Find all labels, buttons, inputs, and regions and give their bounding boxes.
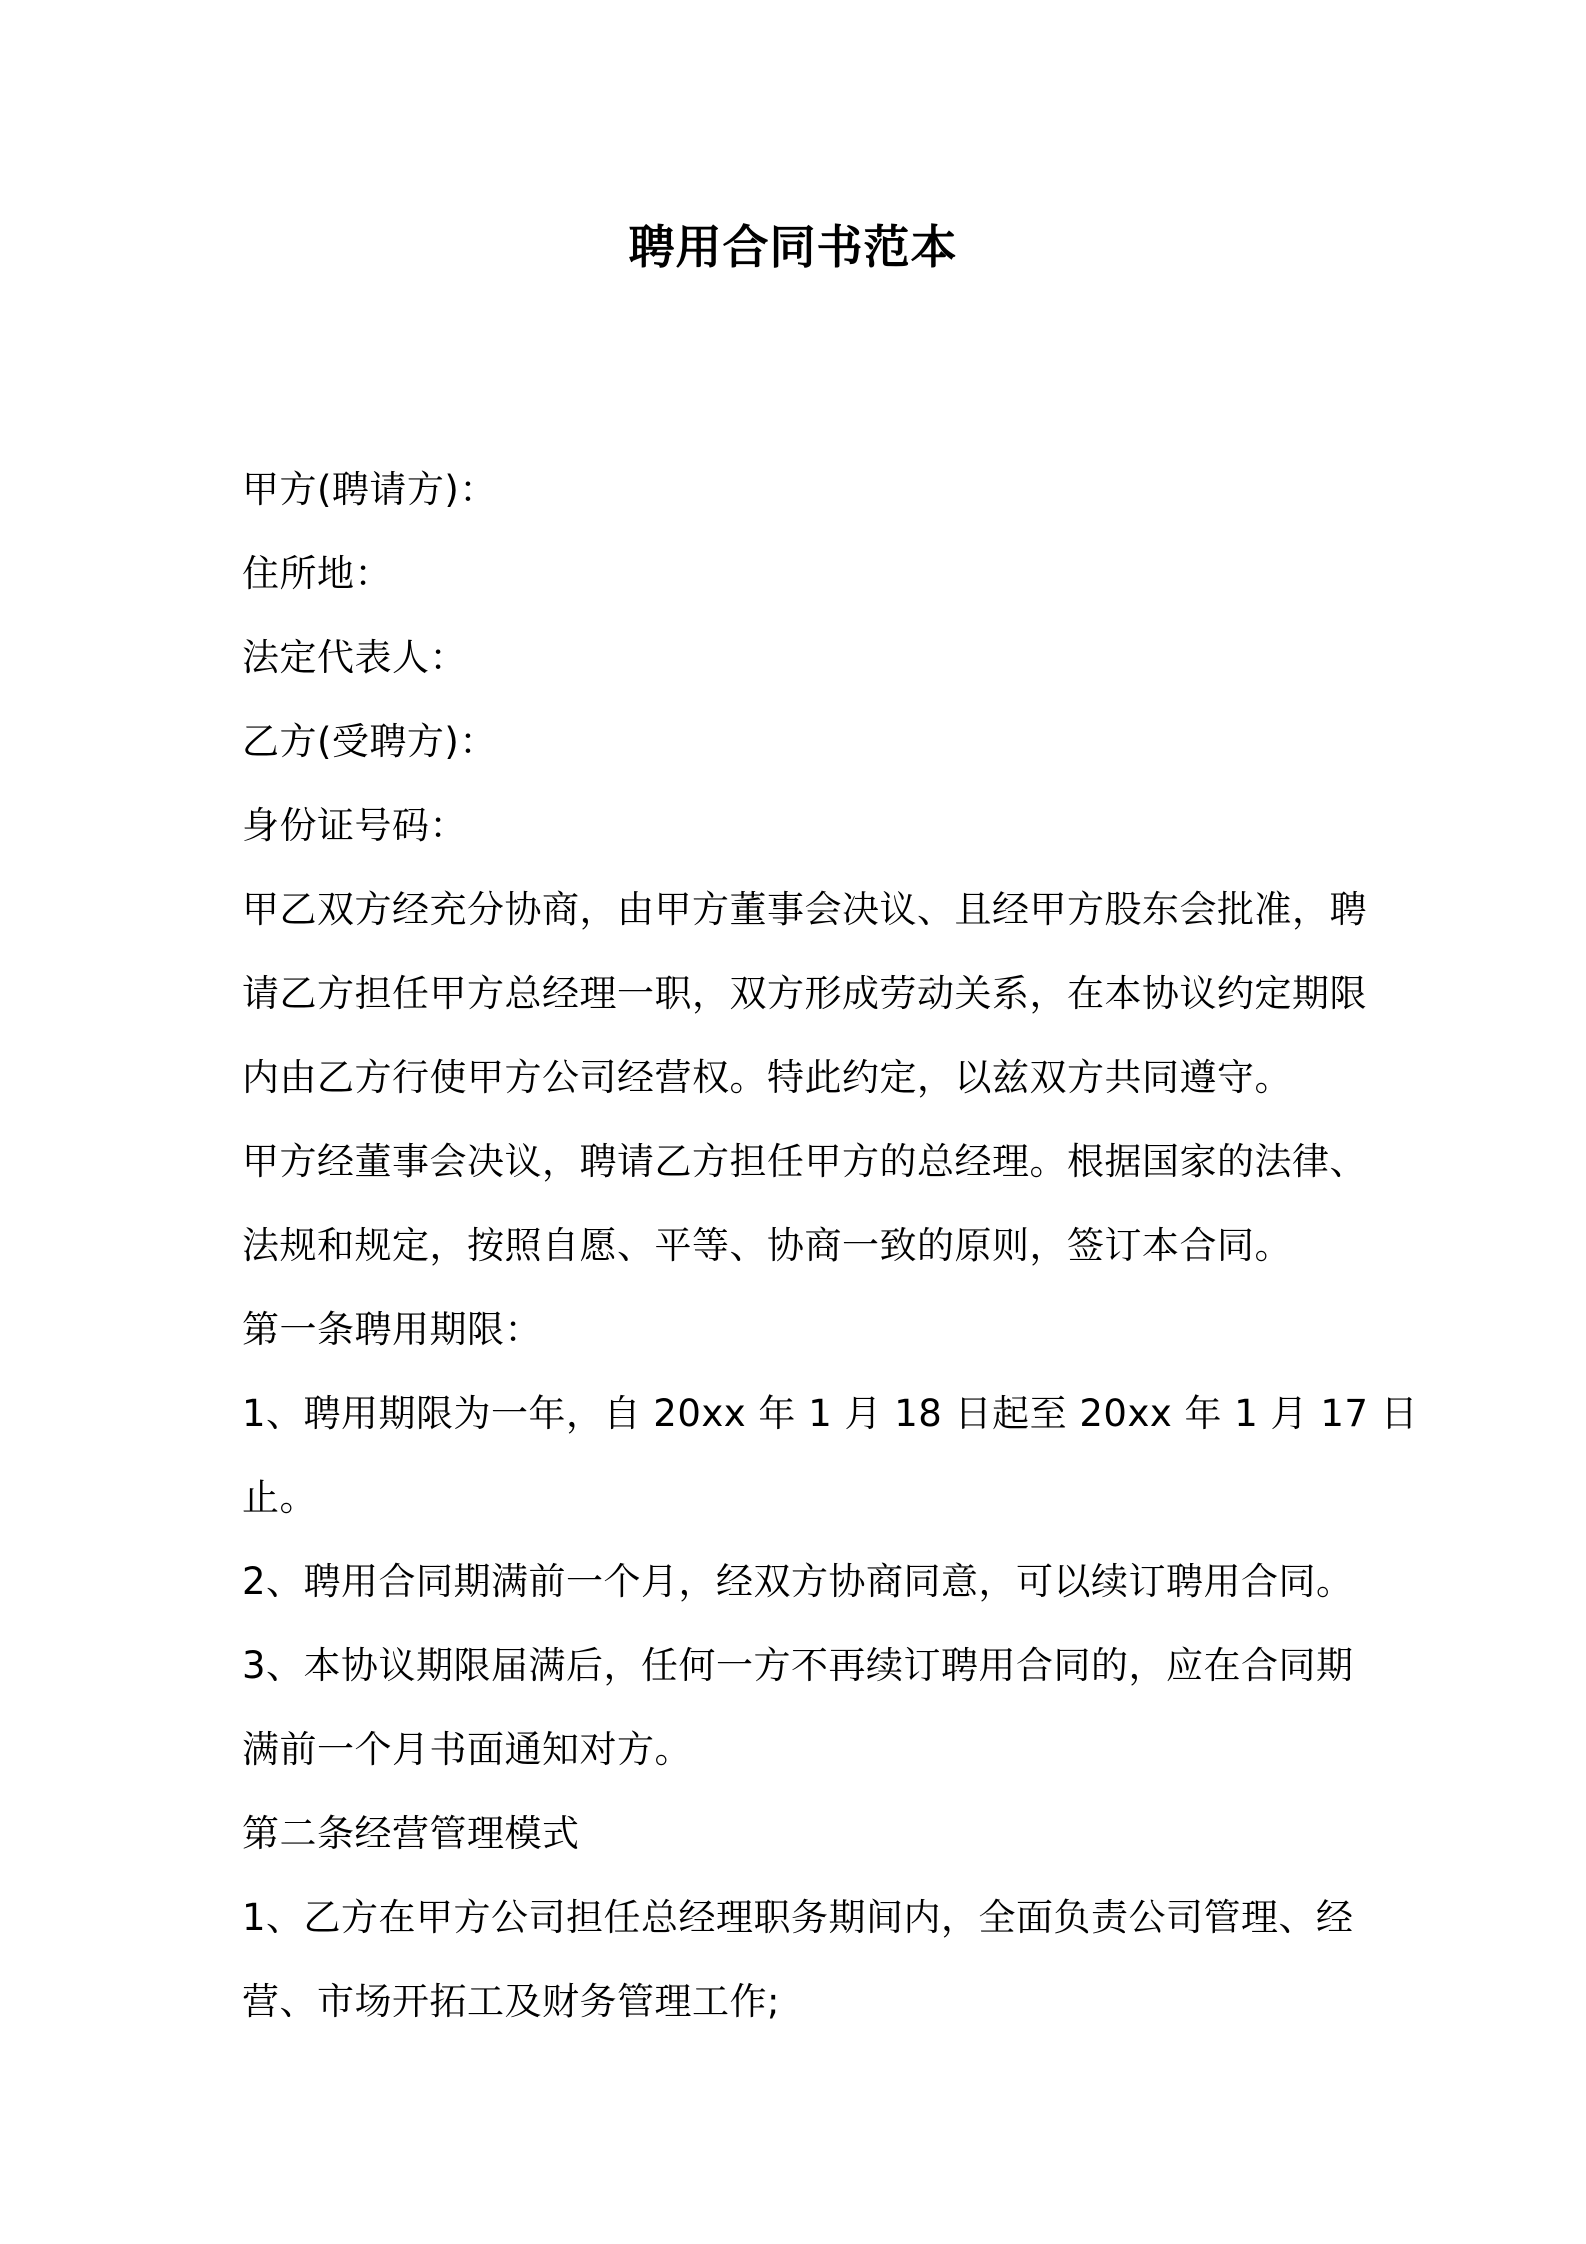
article-heading: 第一条聘用期限： xyxy=(242,1308,542,1351)
id-number-line: 身份证号码： xyxy=(242,804,467,847)
clause-line: 3、本协议期限届满后，任何一方不再续订聘用合同的，应在合同期 xyxy=(242,1644,1354,1687)
paragraph-line: 法规和规定，按照自愿、平等、协商一致的原则，签订本合同。 xyxy=(242,1224,1292,1267)
article-heading: 第二条经营管理模式 xyxy=(242,1812,580,1855)
paragraph-line: 甲乙双方经充分协商，由甲方董事会决议、且经甲方股东会批准，聘 xyxy=(242,888,1367,931)
document-title: 聘用合同书范本 xyxy=(628,220,958,274)
clause-line: 止。 xyxy=(242,1476,317,1519)
legal-representative-line: 法定代表人： xyxy=(242,636,467,679)
paragraph-line: 请乙方担任甲方总经理一职，双方形成劳动关系，在本协议约定期限 xyxy=(242,972,1367,1015)
clause-line: 1、聘用期限为一年，自 20xx 年 1 月 18 日起至 20xx 年 1 月 17 日 xyxy=(242,1392,1419,1435)
clause-line: 2、聘用合同期满前一个月，经双方协商同意，可以续订聘用合同。 xyxy=(242,1560,1354,1603)
paragraph-line: 甲方经董事会决议，聘请乙方担任甲方的总经理。根据国家的法律、 xyxy=(242,1140,1367,1183)
clause-line: 营、市场开拓工及财务管理工作; xyxy=(242,1980,780,2023)
party-a-line: 甲方(聘请方)： xyxy=(242,468,497,511)
paragraph-line: 内由乙方行使甲方公司经营权。特此约定，以兹双方共同遵守。 xyxy=(242,1056,1292,1099)
document-body xyxy=(242,448,1419,2044)
clause-line: 1、乙方在甲方公司担任总经理职务期间内，全面负责公司管理、经 xyxy=(242,1896,1354,1939)
clause-line: 满前一个月书面通知对方。 xyxy=(242,1728,692,1771)
party-b-line: 乙方(受聘方)： xyxy=(242,720,497,763)
address-line: 住所地： xyxy=(242,552,392,595)
